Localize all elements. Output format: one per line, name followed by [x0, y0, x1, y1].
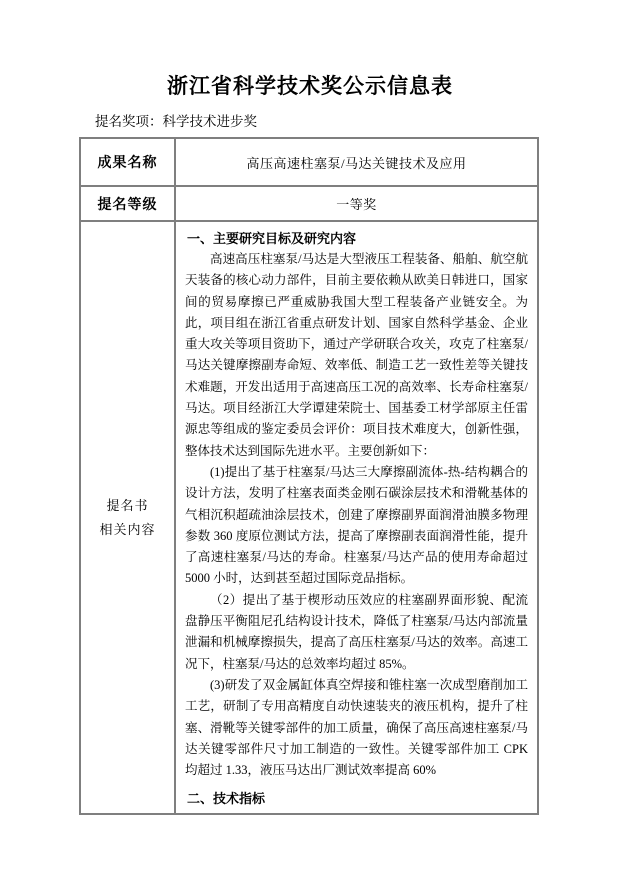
nomination-award-line: 提名奖项：科学技术进步奖 — [95, 114, 257, 129]
paragraph-overview: 高速高压柱塞泵/马达是大型液压工程装备、船舶、航空航天装备的核心动力部件，目前主要依赖从欧美日韩进口，国家间的贸易摩擦已严重威胁我国大型工程装备产业链安全。为此，项目组在浙江省重点研发计划、国家自然科学基金、企业重大攻关等项目资助下，通过产学研联合攻关，攻克了柱塞泵/马达关键摩擦副寿命短、效率低、制造工艺一致性差等关键技术难题，开发出适用于高速高压工况的高效率、长寿命柱塞泵/马达。项目经浙江大学谭建荣院士、国基委工材学部原主任雷源忠等组成的鉴定委员会评价：项目技术难度大，创新性强，整体技术达到国际先进水平。主要创新如下： — [185, 252, 528, 458]
paragraph-innovation-2: （2）提出了基于楔形动压效应的柱塞副界面形貌、配流盘静压平衡阻尼孔结构设计技术，降低了柱塞泵/马达内部流量泄漏和机械摩擦损失，提高了高压柱塞泵/马达的效率。高速工况下，柱塞泵/马达的总效率均超过 85%。 — [185, 592, 528, 671]
table-row-nomination-content — [80, 221, 538, 814]
document-title: 浙江省科学技术奖公示信息表 — [167, 75, 453, 98]
nomination-content-label — [80, 221, 175, 814]
nomination-content-cell — [175, 221, 538, 814]
section-heading-research-goals: 一、主要研究目标及研究内容 — [187, 231, 357, 246]
award-info-table — [79, 137, 539, 815]
nomination-grade-value: 一等奖 — [175, 186, 538, 221]
nomination-content-label-line2: 相关内容 — [99, 521, 156, 537]
research-content-body — [185, 249, 528, 781]
achievement-name-value: 高压高速柱塞泵/马达关键技术及应用 — [175, 138, 538, 186]
paragraph-innovation-3: (3)研发了双金属缸体真空焊接和锥柱塞一次成型磨削加工工艺，研制了专用高精度自动快速装夹的液压机构，提升了柱塞、滑靴等关键零部件的加工质量，确保了高压高速柱塞泵/马达关键零部件尺寸加工制造的一致性。关键零部件加工 CPK 均超过 1.33，液压马达出厂测试效率提高 60% — [185, 677, 528, 778]
section-heading-technical-indicators: 二、技术指标 — [187, 791, 266, 807]
nomination-grade-label: 提名等级 — [80, 186, 175, 221]
paragraph-innovation-1: (1)提出了基于柱塞泵/马达三大摩擦副流体-热-结构耦合的设计方法，发明了柱塞表面类金刚石碳涂层技术和滑靴基体的气相沉积超疏油涂层技术，创建了摩擦副界面润滑油膜多物理参数 360 度原位测试方法，提高了摩擦副表面润滑性能，提升了高速柱塞泵/马达的寿命。柱塞泵/马达产品的使用寿命超过 5000 小时，达到甚至超过国际竞品指标。 — [185, 464, 528, 586]
table-row-achievement-name — [80, 138, 538, 186]
achievement-name-label: 成果名称 — [80, 138, 175, 186]
table-row-nomination-grade — [80, 186, 538, 221]
nomination-content-label-line1: 提名书 — [106, 497, 149, 513]
